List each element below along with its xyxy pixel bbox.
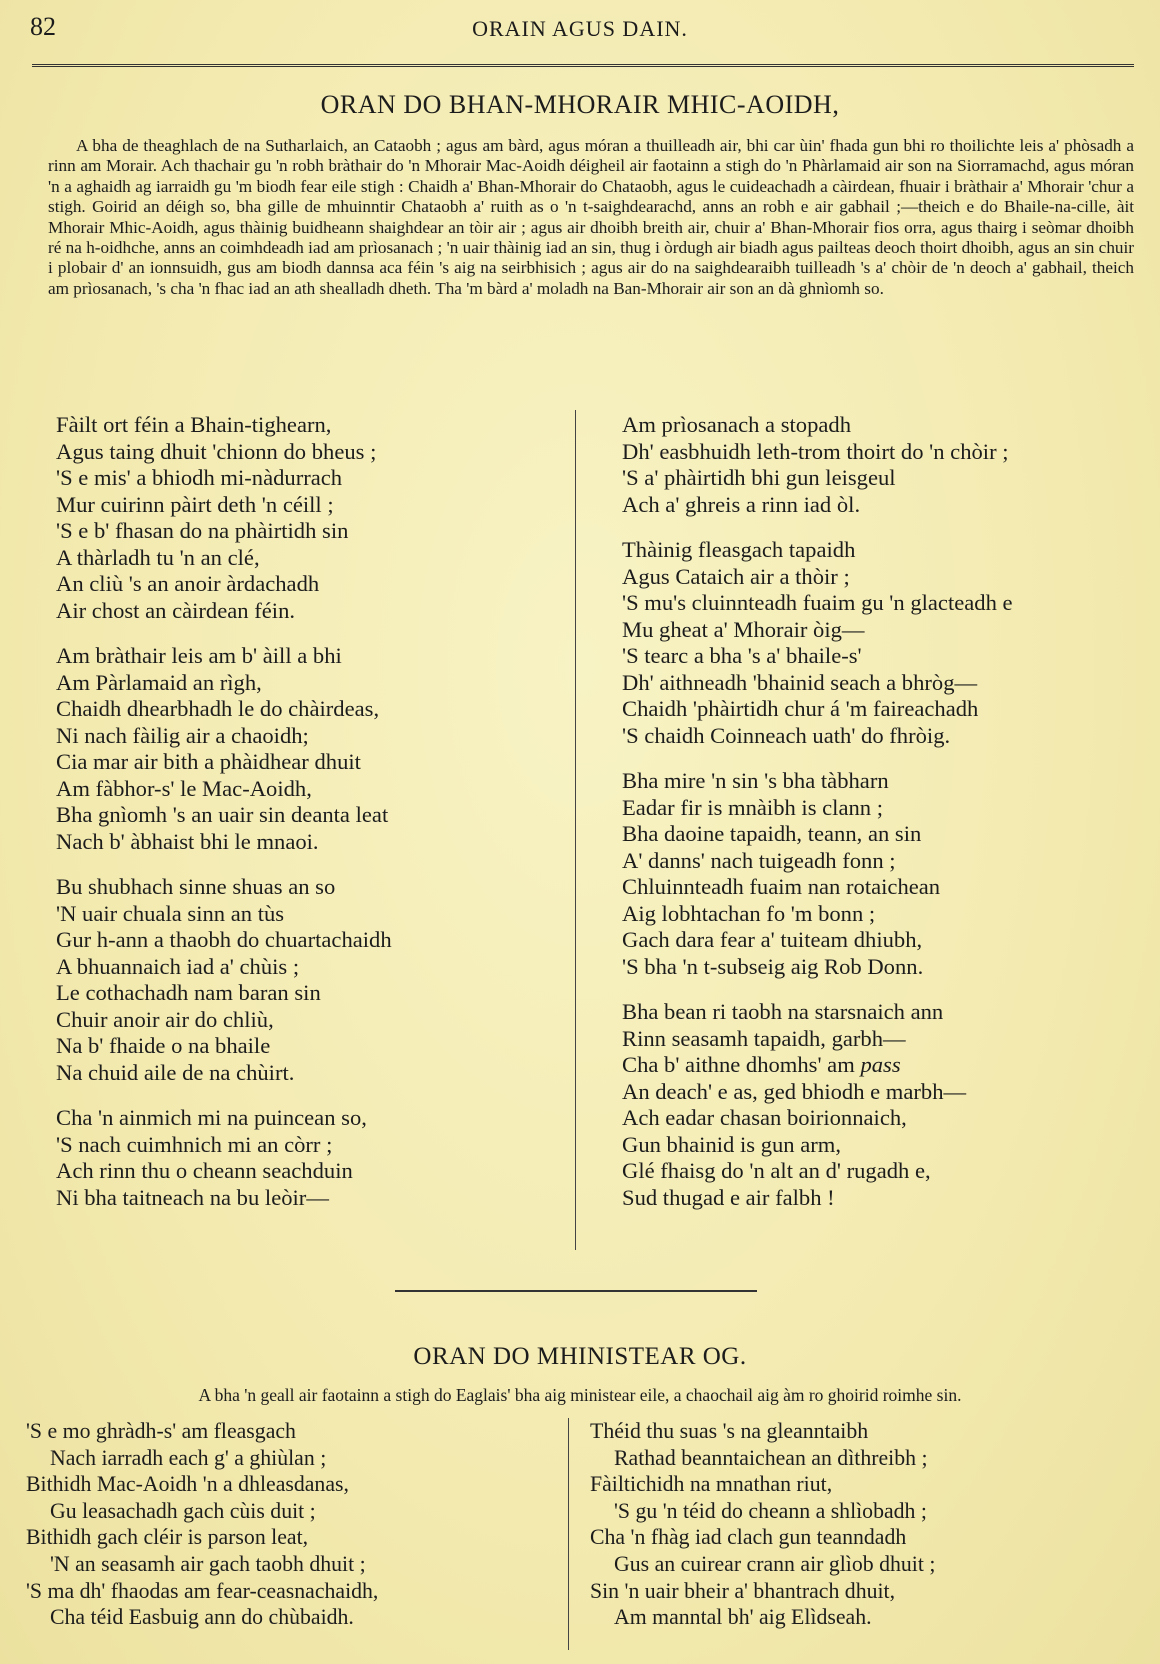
verse-line: 'N uair chuala sinn an tùs	[56, 900, 285, 926]
verse-line: Mur cuirinn pàirt deth 'n céill ;	[56, 491, 334, 517]
verse-line: Bha daoine tapaidh, teann, an sin	[622, 821, 922, 846]
verse-line: Fàiltichidh na mnathan riut,	[590, 1472, 833, 1497]
verse-line: Ach rinn thu o cheann seachduin	[56, 1158, 353, 1183]
verse-line: Nach b' àbhaist bhi le mnaoi.	[56, 828, 319, 854]
verse-line: 'S chaidh Coinneach uath' do fhròig.	[622, 722, 951, 748]
stanza	[56, 643, 392, 855]
verse-line: Gus an cuirear crann air glìob dhuit ;	[614, 1551, 936, 1576]
stanza	[622, 999, 1013, 1211]
verse-line	[622, 1052, 1013, 1079]
verse-line: 'S a' phàirtidh bhi gun leisgeul	[622, 465, 896, 490]
verse-line: Théid thu suas 's na gleanntaibh	[590, 1419, 869, 1443]
stanza	[622, 768, 1013, 980]
poem1-intro: A bha de theaghlach de na Sutharlaich, an Cataobh ; agus am bàrd, agus móran a thuilleadh air, bhi car ùin' fhada gun bhi ro thoilichte leis a' phòsadh a rinn am Morair. Ach thachair gu 'n robh bràthair do 'n Mhorair Mac-Aoidh déigheil air faotainn a stigh do 'n Phàrlamaid air son na Siorramachd, agus móran 'n a aghaidh ag iarraidh gu 'm biodh fear eile stigh : Chaidh a' Bhan-Mhorair do Chataobh, agus le cuideachadh a càirdean, fhuair i bràthair a' Mhorair 'chur a stigh. Goirid an déigh so, bha gille de mhuinntir Chataobh a' ruith as o 'n t-saighdearachd, anns an robh e air gabhail ;—theich e do Bhaile-na-cille, àit Mhorair Mhic-Aoidh, agus thàinig buidheann shaighdear an tòir air ; agus air dhoibh breith air, chuir a' Bhan-Mhorair fios orra, agus thairg i seòmar dhoibh ré na h-oidhche, anns an coimhdeadh iad am prìosanach ; 'n uair thàinig iad an sin, thug i òrdugh air biadh agus pailteas deoch thoirt dhoibh, agus an sin chuir i plobair d' an ionnsuidh, gus am biodh dannsa aca féin 's aig na seirbhisich ; agus air do na saighdearaibh tuilleadh 's a' chòir de 'n deoch a' gabhail, theich am prìosanach, 's cha 'n fhac iad an ath shealladh dheth. Tha 'm bàrd a' moladh na Ban-Mhorair air son an dà ghnìomh so.	[48, 136, 1134, 298]
running-title: ORAIN AGUS DAIN.	[472, 16, 688, 41]
verse-line: Bha mire 'n sin 's bha tàbharn	[622, 768, 889, 793]
verse-line: Dh' easbhuidh leth-trom thoirt do 'n chòir ;	[622, 438, 1009, 464]
verse-line: Am manntal bh' aig Elìdseah.	[614, 1605, 872, 1630]
verse-line: 'S tearc a bha 's a' bhaile-s'	[622, 643, 862, 668]
verse-line: Nach iarradh each g' a ghiùlan ;	[50, 1445, 327, 1470]
column-divider	[575, 410, 576, 1250]
verse-line: Agus Cataich air a thòir ;	[622, 563, 850, 589]
verse-line: Chaidh dhearbhadh le do chàirdeas,	[56, 696, 380, 721]
verse-line: Gach dara fear a' tuiteam dhiubh,	[622, 927, 923, 952]
verse-line: Ach a' ghreis a rinn iad òl.	[622, 491, 861, 517]
verse-line: Gur h-ann a thaobh do chuartachaidh	[56, 927, 392, 952]
verse-line: 'S e b' fhasan do na phàirtidh sin	[56, 518, 349, 543]
poem1-right-stanzas	[622, 412, 1013, 980]
section-rule	[395, 1290, 757, 1292]
verse-line: Ni nach fàilig air a chaoidh;	[56, 722, 309, 748]
stanza	[622, 537, 1013, 749]
verse-line: Bu shubhach sinne shuas an so	[56, 874, 336, 899]
verse-line: Ni bha taitneach na bu leòir—	[56, 1184, 329, 1210]
verse-line: Rinn seasamh tapaidh, garbh—	[622, 1025, 906, 1051]
page-number: 82	[30, 12, 56, 41]
verse-line: Thàinig fleasgach tapaidh	[622, 537, 856, 562]
verse-line: Chuir anoir air do chliù,	[56, 1006, 274, 1032]
poem1-right-column	[622, 412, 1013, 1230]
verse-line: Am fàbhor-s' le Mac-Aoidh,	[56, 775, 312, 801]
verse-line: 'S bha 'n t-subseig aig Rob Donn.	[622, 953, 924, 979]
verse-line: A thàrladh tu 'n an clé,	[56, 544, 260, 570]
verse-line: Air chost an càirdean féin.	[56, 597, 296, 623]
verse-line: Eadar fir is mnàibh is clann ;	[622, 794, 884, 820]
verse-line: Rathad beanntaichean an dìthreibh ;	[614, 1445, 928, 1470]
stanza	[56, 1105, 392, 1211]
verse-line: Aig lobhtachan fo 'm bonn ;	[622, 900, 876, 926]
verse-line: Bithidh gach cléir is parson leat,	[26, 1525, 309, 1550]
verse-line: Chluinnteadh fuaim nan rotaichean	[622, 874, 941, 899]
column-divider	[568, 1418, 569, 1650]
verse-line: 'S e mis' a bhiodh mi-nàdurrach	[56, 465, 343, 490]
verse-line: Na b' fhaide o na bhaile	[56, 1033, 271, 1058]
verse-line: Am Pàrlamaid an rìgh,	[56, 669, 262, 695]
poem1-left-column	[56, 412, 392, 1230]
verse-line: Le cothachadh nam baran sin	[56, 980, 321, 1005]
verse-line: Gu leasachadh gach cùis duit ;	[50, 1498, 316, 1523]
verse-line: An cliù 's an anoir àrdachadh	[56, 571, 320, 596]
verse-line: A bhuannaich iad a' chùis ;	[56, 953, 300, 979]
verse-line: Mu gheat a' Mhorair òig—	[622, 616, 865, 642]
verse-line: 'N an seasamh air gach taobh dhuit ;	[50, 1551, 366, 1576]
verse-line: Bha gnìomh 's an uair sin deanta leat	[56, 802, 389, 827]
verse-line: Agus taing dhuit 'chionn do bheus ;	[56, 438, 377, 464]
verse-line: 'S ma dh' fhaodas am fear-ceasnachaidh,	[26, 1578, 379, 1603]
verse-line: Fàilt ort féin a Bhain-tighearn,	[56, 412, 332, 437]
verse-line: Dh' aithneadh 'bhainid seach a bhròg—	[622, 669, 978, 695]
header-rule	[32, 64, 1134, 67]
verse-line: Bha bean ri taobh na starsnaich ann	[622, 999, 944, 1024]
verse-line: Sud thugad e air falbh !	[622, 1184, 835, 1210]
verse-line: 'S e mo ghràdh-s' am fleasgach	[26, 1419, 296, 1443]
verse-line-prefix: Cha b' aithne dhomhs' am	[622, 1052, 861, 1077]
verse-line: 'S mu's cluinnteadh fuaim gu 'n glacteadh e	[622, 590, 1013, 615]
verse-line: Chaidh 'phàirtidh chur á 'm faireachadh	[622, 696, 979, 721]
verse-line: Na chuid aile de na chùirt.	[56, 1059, 295, 1085]
verse-line: Cha 'n ainmich mi na puincean so,	[56, 1105, 367, 1130]
verse-line: Sin 'n uair bheir a' bhantrach dhuit,	[590, 1578, 896, 1603]
verse-line: Cha 'n fhàg iad clach gun teanndadh	[590, 1525, 907, 1550]
verse-line: Glé fhaisg do 'n alt an d' rugadh e,	[622, 1158, 931, 1183]
verse-line: An deach' e as, ged bhiodh e marbh—	[622, 1078, 967, 1104]
verse-line: Am bràthair leis am b' àill a bhi	[56, 643, 342, 668]
verse-line: A' danns' nach tuigeadh fonn ;	[622, 847, 896, 873]
stanza	[56, 874, 392, 1086]
verse-line: 'S nach cuimhnich mi an còrr ;	[56, 1131, 333, 1157]
verse-line: Bithidh Mac-Aoidh 'n a dhleasdanas,	[26, 1472, 349, 1497]
verse-line: Gun bhainid is gun arm,	[622, 1131, 842, 1157]
poem2-title: ORAN DO MHINISTEAR OG.	[413, 1343, 747, 1370]
verse-line: 'S gu 'n téid do cheann a shlìobadh ;	[614, 1498, 927, 1523]
stanza	[622, 412, 1013, 518]
verse-line: Ach eadar chasan boirionnaich,	[622, 1105, 907, 1130]
verse-line: Cha téid Easbuig ann do chùbaidh.	[50, 1605, 354, 1630]
poem2-subtitle: A bha 'n geall air faotainn a stigh do Eaglais' bha aig ministear eile, a chaochail aig àm ro ghoirid roimhe sin.	[198, 1385, 962, 1405]
verse-line: Am prìosanach a stopadh	[622, 412, 852, 437]
poem2-left-column	[26, 1418, 378, 1631]
poem1-title: ORAN DO BHAN-MHORAIR MHIC-AOIDH,	[320, 90, 840, 119]
verse-line: Cia mar air bith a phàidhear dhuit	[56, 749, 361, 774]
poem2-right-column	[590, 1418, 935, 1631]
italic-word: pass	[860, 1052, 901, 1077]
stanza	[56, 412, 392, 624]
